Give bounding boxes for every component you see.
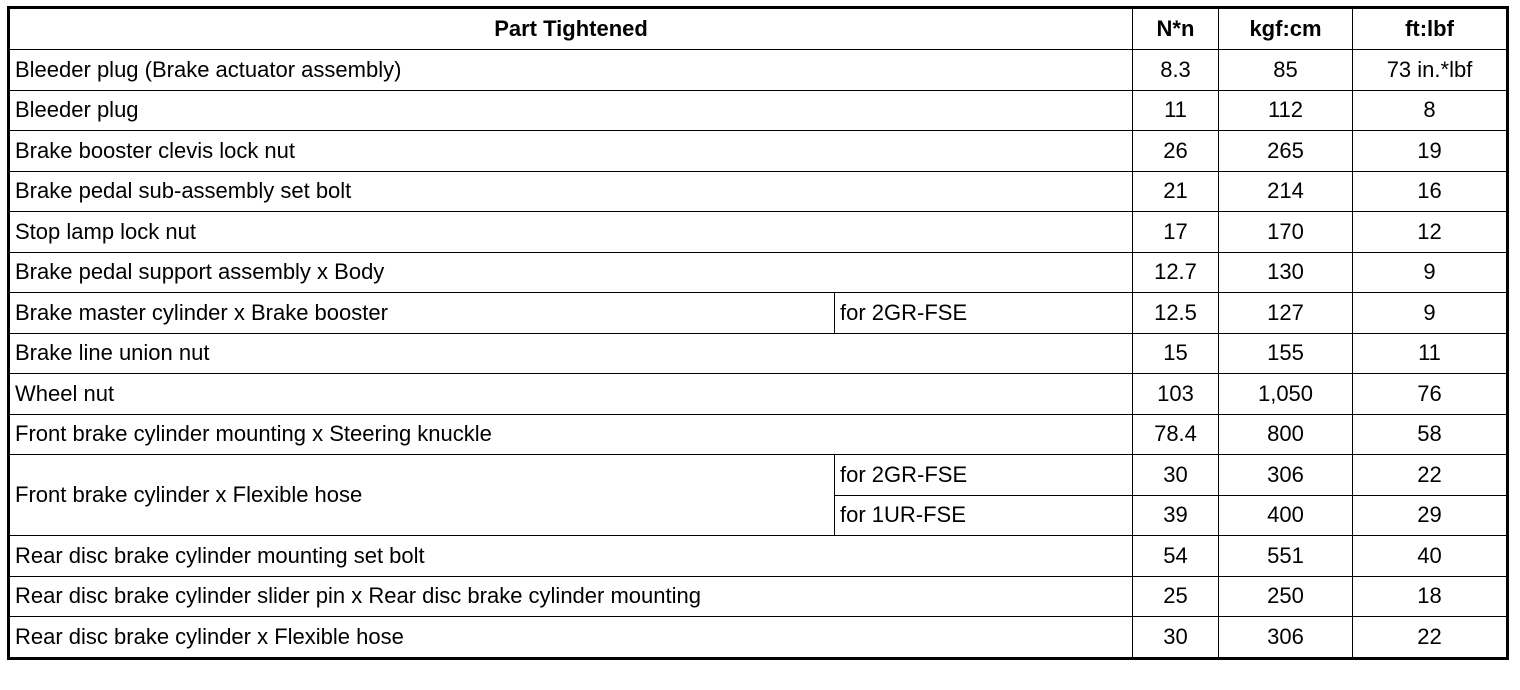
engine-condition: for 1UR-FSE (835, 495, 1133, 536)
value-ft-lbf: 22 (1353, 455, 1508, 496)
value-kgf-cm: 155 (1219, 333, 1353, 374)
torque-spec-table (7, 6, 1509, 660)
part-name: Bleeder plug (Brake actuator assembly) (9, 50, 1133, 91)
value-kgf-cm: 800 (1219, 414, 1353, 455)
table-row (9, 252, 1508, 293)
table-row (9, 455, 1508, 496)
table-row (9, 333, 1508, 374)
value-kgf-cm: 250 (1219, 576, 1353, 617)
value-nm: 25 (1133, 576, 1219, 617)
value-nm: 30 (1133, 455, 1219, 496)
table-row (9, 131, 1508, 172)
value-ft-lbf: 73 in.*lbf (1353, 50, 1508, 91)
table-row (9, 374, 1508, 415)
table-row (9, 212, 1508, 253)
value-ft-lbf: 58 (1353, 414, 1508, 455)
value-kgf-cm: 130 (1219, 252, 1353, 293)
value-nm: 21 (1133, 171, 1219, 212)
table-row (9, 293, 1508, 334)
header-kgf-cm: kgf:cm (1219, 8, 1353, 50)
value-ft-lbf: 9 (1353, 293, 1508, 334)
part-name: Front brake cylinder x Flexible hose (9, 455, 835, 536)
part-name: Brake line union nut (9, 333, 1133, 374)
engine-condition: for 2GR-FSE (835, 455, 1133, 496)
value-kgf-cm: 85 (1219, 50, 1353, 91)
value-ft-lbf: 8 (1353, 90, 1508, 131)
part-name: Brake booster clevis lock nut (9, 131, 1133, 172)
value-nm: 12.7 (1133, 252, 1219, 293)
value-ft-lbf: 12 (1353, 212, 1508, 253)
table-row (9, 171, 1508, 212)
table-row (9, 414, 1508, 455)
value-nm: 12.5 (1133, 293, 1219, 334)
value-ft-lbf: 40 (1353, 536, 1508, 577)
header-nm: N*n (1133, 8, 1219, 50)
table-row (9, 576, 1508, 617)
value-ft-lbf: 9 (1353, 252, 1508, 293)
value-ft-lbf: 19 (1353, 131, 1508, 172)
header-part-tightened: Part Tightened (9, 8, 1133, 50)
value-ft-lbf: 22 (1353, 617, 1508, 659)
value-kgf-cm: 112 (1219, 90, 1353, 131)
value-kgf-cm: 214 (1219, 171, 1353, 212)
part-name: Wheel nut (9, 374, 1133, 415)
value-nm: 78.4 (1133, 414, 1219, 455)
value-nm: 30 (1133, 617, 1219, 659)
value-nm: 39 (1133, 495, 1219, 536)
value-kgf-cm: 265 (1219, 131, 1353, 172)
table-row (9, 90, 1508, 131)
table-row (9, 536, 1508, 577)
value-kgf-cm: 170 (1219, 212, 1353, 253)
value-kgf-cm: 551 (1219, 536, 1353, 577)
part-name: Stop lamp lock nut (9, 212, 1133, 253)
value-kgf-cm: 1,050 (1219, 374, 1353, 415)
table-row (9, 50, 1508, 91)
value-ft-lbf: 16 (1353, 171, 1508, 212)
value-nm: 103 (1133, 374, 1219, 415)
header-ft-lbf: ft:lbf (1353, 8, 1508, 50)
part-name: Rear disc brake cylinder mounting set bolt (9, 536, 1133, 577)
value-nm: 15 (1133, 333, 1219, 374)
value-kgf-cm: 127 (1219, 293, 1353, 334)
value-nm: 17 (1133, 212, 1219, 253)
part-name: Rear disc brake cylinder x Flexible hose (9, 617, 1133, 659)
table-row (9, 617, 1508, 659)
part-name: Front brake cylinder mounting x Steering knuckle (9, 414, 1133, 455)
part-name: Bleeder plug (9, 90, 1133, 131)
value-kgf-cm: 306 (1219, 617, 1353, 659)
value-ft-lbf: 76 (1353, 374, 1508, 415)
value-kgf-cm: 306 (1219, 455, 1353, 496)
value-ft-lbf: 29 (1353, 495, 1508, 536)
value-ft-lbf: 18 (1353, 576, 1508, 617)
part-name: Rear disc brake cylinder slider pin x Rear disc brake cylinder mounting (9, 576, 1133, 617)
part-name: Brake master cylinder x Brake booster (9, 293, 835, 334)
value-ft-lbf: 11 (1353, 333, 1508, 374)
value-nm: 26 (1133, 131, 1219, 172)
value-nm: 54 (1133, 536, 1219, 577)
header-row (9, 8, 1508, 50)
part-name: Brake pedal support assembly x Body (9, 252, 1133, 293)
value-nm: 8.3 (1133, 50, 1219, 91)
value-nm: 11 (1133, 90, 1219, 131)
engine-condition: for 2GR-FSE (835, 293, 1133, 334)
part-name: Brake pedal sub-assembly set bolt (9, 171, 1133, 212)
value-kgf-cm: 400 (1219, 495, 1353, 536)
